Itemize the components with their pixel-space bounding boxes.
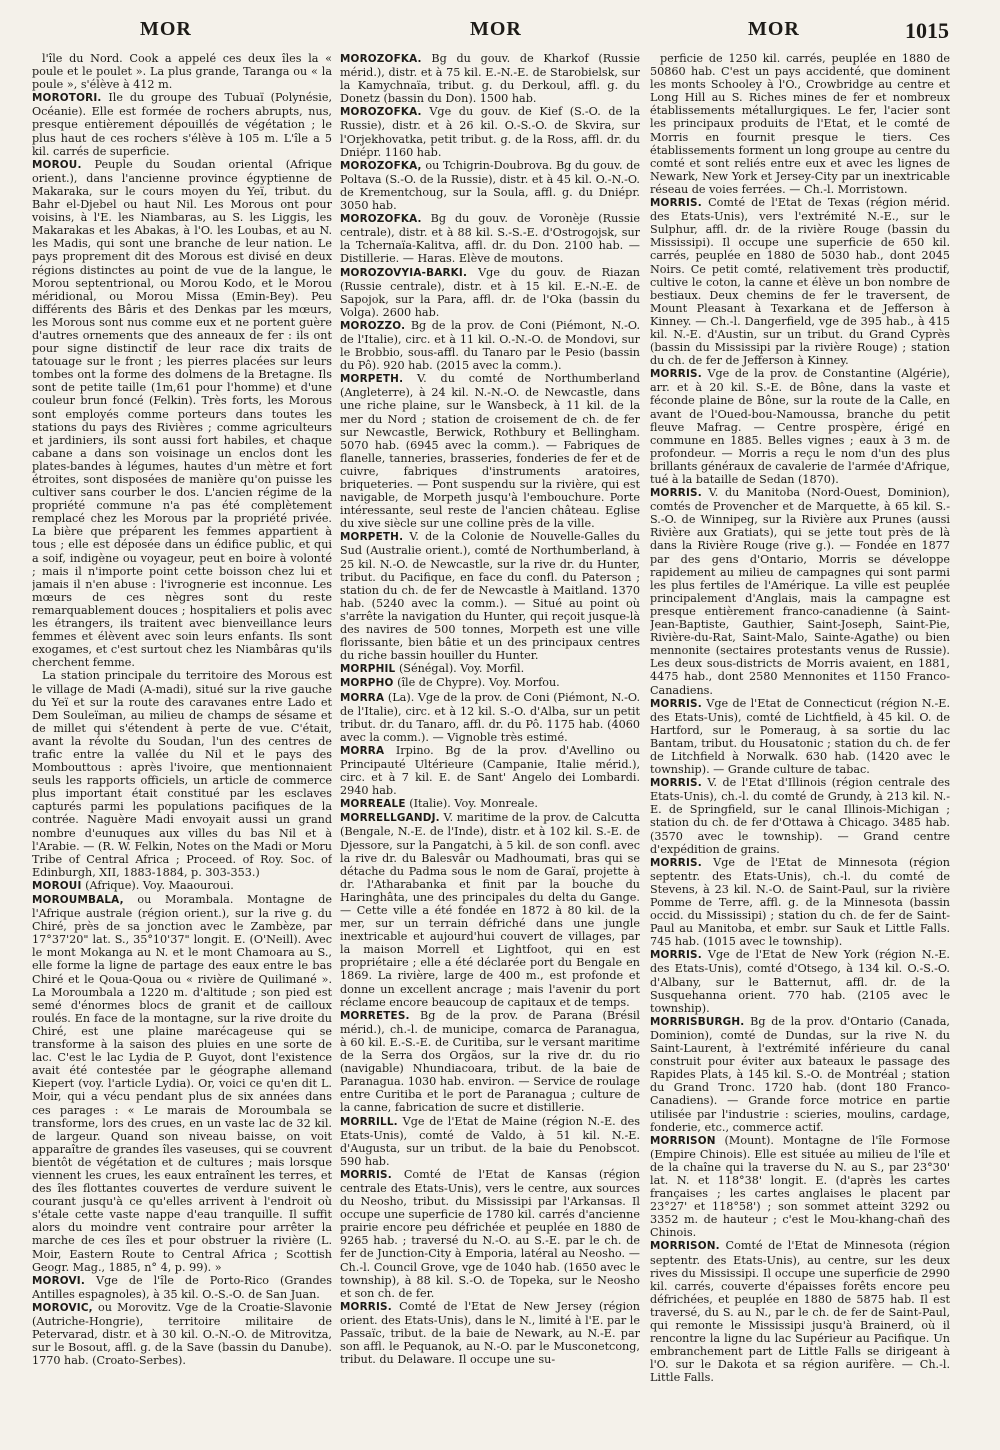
dictionary-entry <box>32 669 332 879</box>
entry-text: Vge de l'Etat de Minnesota (région septentr. des Etats-Unis), ch.-l. du comté de Stevens, à 23 kil. N.-O. de Saint-Paul, sur la rivière Pomme de Terre, affl. g. de la Minnesota (bassin occid. du Mississipi) ; station du ch. de fer de Saint-Paul au Manitoba, et embr. sur Sauk et Little Falls. 745 hab. (1015 avec le township). <box>650 855 950 949</box>
dictionary-entry <box>340 319 640 372</box>
dictionary-entry <box>650 486 950 697</box>
entry-text: Comté de l'Etat de Texas (région mérid. des Etats-Unis), vers l'extrémité N.-E., sur le Sulphur, affl. dr. de la rivière Rouge (bassin du Mississipi). Il occupe une superficie de 650 kil. carrés, peuplée en 1880 de 5030 hab., dont 2045 Noirs. Ce petit comté, relativement très productif, cultive le coton, la canne et élève un bon nombre de bestiaux. Deux chemins de fer le traversent, de Mount Pleasant à Texarkana et de Jefferson à Kinney. — Ch.-l. Dangerfield, vge de 395 hab., à 415 kil. N.-E. d'Austin, sur un tribut. du Grand Cyprès (bassin du Mississipi par la rivière Rouge) ; station du ch. de fer de Jefferson à Kinney. <box>650 196 950 368</box>
entry-text: V. du comté de Northumberland (Angleterre), à 24 kil. N.-N.-O. de Newcastle, dans une riche plaine, sur le Wansbeck, à 11 kil. de la mer du Nord ; station de croisement de ch. de fer sur Newcastle, Berwick, Rothbury et Bellingham. 5070 hab. (6945 avec la comm.). — Fabriques de flanelle, tanneries, brasseries, fonderies de fer et de cuivre, fabriques d'instruments aratoires, briqueteries. — Pont suspendu sur la rivière, qui est navigable, de Morpeth jusqu'à l'embouchure. Porte intéressante, seul reste de l'ancien château. Eglise du xive siècle sur une colline près de la ville. <box>340 372 640 531</box>
column-2 <box>340 52 640 1432</box>
column-3 <box>650 52 950 1432</box>
dictionary-entry <box>340 1300 640 1366</box>
entry-text: (île de Chypre). Voy. Morfou. <box>397 676 560 690</box>
guide-word-center: MOR <box>470 18 522 40</box>
entry-headword: MOROZOFKA, <box>340 159 422 172</box>
entry-headword: MOROZOVYIA-BARKI. <box>340 266 468 279</box>
entry-text: Vge de l'île de Porto-Rico (Grandes Antilles espagnoles), à 35 kil. O.-S.-O. de San Juan. <box>32 1273 332 1301</box>
entry-headword: MORPHIL <box>340 663 396 676</box>
dictionary-entry <box>650 1015 950 1134</box>
dictionary-entry <box>32 52 332 91</box>
entry-headword: MORRISON <box>650 1134 716 1147</box>
entry-text: Vge de l'Etat de Connecticut (région N.-E. des Etats-Unis), comté de Lichtfield, à 45 kil. O. de Hartford, sur le Pomeraug, à sa sortie du lac Bantam, tribut. du Housatonic ; station du ch. de fer de Litchfield à Norwalk. 630 hab. (1420 avec le township). — Grande culture de tabac. <box>650 696 950 777</box>
dictionary-entry <box>340 662 640 676</box>
dictionary-entry <box>650 52 950 196</box>
entry-headword: MOROUMBALA, <box>32 894 124 906</box>
dictionary-entry <box>32 1274 332 1301</box>
dictionary-entry <box>32 91 332 157</box>
dictionary-entry <box>340 1115 640 1168</box>
entry-headword: MORRIS. <box>340 1300 392 1313</box>
guide-word-right: MOR <box>748 18 800 40</box>
entry-headword: MOROU. <box>32 158 82 171</box>
entry-text: V. du Manitoba (Nord-Ouest, Dominion), comtés de Provencher et de Marquette, à 65 kil. S.-S.-O. de Winnipeg, sur la Rivière aux Prunes (aussi Rivière aux Gratiats), qui se jette tout près de là dans la Rivière Rouge (rive g.). — Fondée en 1877 par des gens d'Ontario, Morris se développe rapidement au milieu de campagnes qui sont parmi les plus fertiles de l'Amérique. La ville est peuplée principalement d'Anglais, mais la campagne est presque entièrement franco-canadienne (à Saint-Jean-Baptiste, Gauthier, Saint-Joseph, Saint-Pie, Rivière-du-Rat, Saint-Malo, Sainte-Agathe) ou bien mennonite (sectaires protestants venus de Russie). Les deux sous-districts de Morris avaient, en 1881, 4475 hab., dont 2580 Mennonites et 1150 Franco-Canadiens. <box>650 486 950 697</box>
entry-text: (Italie). Voy. Monreale. <box>409 797 538 811</box>
dictionary-entry <box>650 1239 950 1384</box>
dictionary-entry <box>32 158 332 670</box>
entry-headword: MORRA <box>340 744 385 757</box>
entry-text: ou Morambala. Montagne de l'Afrique australe (région orient.), sur la rive g. du Chiré, près de sa jonction avec le Zambèze, par 17°37'20" lat. S., 35°10'37" longit. E. (O'Neill). Avec le mont Mokanga au N. et le mont Chamoara au S., elle forme la ligne de partage des eaux entre le bas Chiré et le Qoua-Qoua ou « rivière de Quilimané ». La Moroumbala a 1220 m. d'altitude ; son pied est semé d'énormes blocs de granit et de cailloux roulés. En face de la montagne, sur la rive droite du Chiré, est une plaine marécageuse qui se transforme à la saison des pluies en une sorte de lac. C'est le lac Lydia de P. Guyot, dont l'existence avait été contestée par le géographe allemand Kiepert (voy. l'article Lydia). Or, voici ce qu'en dit L. Moir, qui a vécu pendant plus de six années dans ces parages : « Le marais de Moroumbala se transforme, lors des crues, en un vaste lac de 32 kil. de largeur. Quand son niveau baisse, on voit apparaître de grandes îles vaseuses, qui se couvrent bientôt de végétation et de cultures ; mais lorsque viennent les crues, les eaux entraînent les terres, et des îles flottantes couvertes de verdure suivent le courant jusqu'à ce qu'elles arrivent à l'endroit où s'étale cette vaste nappe d'eau tranquille. Il suffit alors du moindre vent contraire pour arrêter la marche de ces îles et pour obstruer la rivière (L. Moir, Eastern Route to Central Africa ; Scottish Geogr. Mag., 1885, n° 4, p. 99). » <box>32 893 332 1274</box>
entry-text: Bg de la prov. de Coni (Piémont, N.-O. de l'Italie), circ. et à 11 kil. O.-N.-O. de Mondovi, sur le Brobbio, sous-affl. du Tanaro par le Pesio (bassin du Pô). 920 hab. (2015 avec la comm.). <box>340 318 640 373</box>
dictionary-entry <box>340 52 640 105</box>
entry-headword: MOROTORI. <box>32 92 102 105</box>
entry-headword: MORRISON. <box>650 1240 720 1253</box>
dictionary-entry <box>340 691 640 744</box>
entry-headword: MOROZZO. <box>340 319 406 332</box>
dictionary-entry <box>650 196 950 367</box>
dictionary-entry <box>32 879 332 893</box>
entry-headword: MORRIS. <box>650 777 702 790</box>
entry-headword: MOROVIC, <box>32 1301 93 1314</box>
entry-headword: MOROZOFKA. <box>340 53 422 65</box>
entry-text: Comté de l'Etat de Kansas (région centrale des Etats-Unis), vers le centre, aux sources du Neosho, tribut. du Mississipi par l'Arkansas. Il occupe une superficie de 1780 kil. carrés d'ancienne prairie encore peu défrichée et peuplée en 1880 de 9265 hab. ; traversé du N.-O. au S.-E. par le ch. de fer de Junction-City à Emporia, latéral au Neosho. — Ch.-l. Council Grove, vge de 1040 hab. (1650 avec le township), à 88 kil. S.-O. de Topeka, sur le Neosho et son ch. de fer. <box>340 1167 640 1300</box>
entry-text: (Afrique). Voy. Maaouroui. <box>85 878 234 892</box>
entry-text: Bg du gouv. de Voronèje (Russie centrale), distr. et à 88 kil. S.-S.-E. d'Ostrogojsk, sur la Tchernaïa-Kalitva, affl. dr. du Don. 2100 hab. — Distillerie. — Haras. Elève de moutons. <box>340 212 640 266</box>
entry-text: Vge du gouv. de Kief (S.-O. de la Russie), distr. et à 26 kil. O.-S.-O. de Skvira, sur l'Orjekhovatka, petit tribut. g. de la Ross, affl. dr. du Dniépr. 1160 hab. <box>340 105 640 159</box>
entry-headword: MORRIS. <box>650 697 702 710</box>
entry-text: perficie de 1250 kil. carrés, peuplée en 1880 de 50860 hab. C'est un pays accidenté, que dominent les monts Schooley à l'O., Crowbridge au centre et Long Hill au S. Riches mines de fer et nombreux établissements métallurgiques. Le fer, l'acier sont les principaux produits de l'Etat, et le comté de Morris en fournit presque le tiers. Ces établissements forment un long groupe au centre du comté et sont reliés entre eux et avec les lignes de Newark, New York et Jersey-City par un inextricable réseau de voies ferrées. — Ch.-l. Morristown. <box>650 52 950 196</box>
entry-text: Bg du gouv. de Kharkof (Russie mérid.), distr. et à 75 kil. E.-N.-E. de Starobielsk, sur la Kamychnaïa, tribut. g. du Derkoul, affl. g. du Donetz (bassin du Don). 1500 hab. <box>340 52 640 106</box>
dictionary-entry <box>32 893 332 1274</box>
entry-headword: MOROZOFKA. <box>340 106 422 119</box>
entry-headword: MORRETES. <box>340 1009 410 1022</box>
entry-headword: MORRIS. <box>650 368 702 381</box>
entry-headword: MORRIS. <box>650 856 702 869</box>
entry-headword: MORRISBURGH. <box>650 1015 745 1028</box>
entry-text: (La). Vge de la prov. de Coni (Piémont, N.-O. de l'Italie), circ. et à 12 kil. S.-O. d'Alba, sur un petit tribut. dr. du Tanaro, affl. dr. du Pô. 1175 hab. (4060 avec la comm.). — Vignoble très estimé. <box>340 690 640 744</box>
entry-text: l'île du Nord. Cook a appelé ces deux îles la « poule et le poulet ». La plus grande, Taranga ou « la poule », s'élève à 412 m. <box>32 52 332 92</box>
dictionary-entry <box>340 212 640 265</box>
entry-headword: MOROUI <box>32 879 82 892</box>
entry-text: Vge de la prov. de Constantine (Algérie), arr. et à 20 kil. S.-E. de Bône, dans la vaste et féconde plaine de Bône, sur la route de la Calle, en avant de l'Oued-bou-Namoussa, branche du petit fleuve Mafrag. — Centre prospère, érigé en commune en 1885. Belles vignes ; eaux à 3 m. de profondeur. — Morris a reçu le nom d'un des plus brillants généraux de cavalerie de l'armée d'Afrique, tué à la bataille de Sedan (1870). <box>650 367 950 486</box>
dictionary-entry <box>650 1134 950 1240</box>
dictionary-entry <box>340 530 640 662</box>
entry-text: Vge de l'Etat de New York (région N.-E. des Etats-Unis), comté d'Otsego, à 134 kil. O.-S.-O. d'Albany, sur le Batternut, affl. dr. de la Susquehanna orient. 770 hab. (2105 avec le township). <box>650 948 950 1015</box>
entry-text: Bg de la prov. de Parana (Brésil mérid.), ch.-l. de municipe, comarca de Paranagua, à 60 kil. E.-S.-E. de Curitiba, sur le versant maritime de la Serra dos Orgãos, sur la rive dr. du rio (navigable) Nhundiacoara, tribut. de la baie de Paranagua. 1030 hab. environ. — Service de roulage entre Curitiba et le port de Paranagua ; culture de la canne, fabrication de sucre et distillerie. <box>340 1008 640 1115</box>
dictionary-entry <box>340 1009 640 1115</box>
entry-headword: MORRILL. <box>340 1115 398 1128</box>
dictionary-entry <box>340 372 640 530</box>
entry-text: Vge du gouv. de Riazan (Russie centrale), distr. et à 15 kil. E.-N.-E. de Sapojok, sur la Para, affl. dr. de l'Oka (bassin du Volga). 2600 hab. <box>340 265 640 319</box>
entry-text: V. maritime de la prov. de Calcutta (Bengale, N.-E. de l'Inde), distr. et à 102 kil. S.-E. de Djessore, sur la Pangatchi, à 5 kil. de son confl. avec la rive dr. du Balesvâr ou Madhoumati, bras qui se détache du Padma sous le nom de Garaï, projette à dr. l'Atharabanka et finit par la bouche du Haringhâta, une des principales du delta du Gange. — Cette ville a été fondée en 1872 à 80 kil. de la mer, sur un terrain défriché dans une jungle inextricable et aujourd'hui couvert de villages, par la maison Morrell et Lightfoot, qui en est propriétaire ; elle a été déclarée port du Bengale en 1869. La rivière, large de 400 m., est profonde et donne un excellent ancrage ; mais l'avenir du port réclame encore beaucoup de capitaux et de temps. <box>340 811 640 1009</box>
entry-headword: MORRIS. <box>650 487 702 500</box>
entry-text: Bg de la prov. d'Ontario (Canada, Dominion), comté de Dundas, sur la rive N. du Saint-Laurent, à l'extrémité inférieure du canal construit pour éviter aux bateaux le passage des Rapides Plats, à 145 kil. S.-O. de Montréal ; station du Grand Tronc. 1720 hab. (dont 180 Franco-Canadiens). — Grande force motrice en partie utilisée par l'industrie : scieries, moulins, cardage, fonderie, etc., commerce actif. <box>650 1014 950 1134</box>
column-1 <box>32 52 332 1432</box>
dictionary-entry <box>650 856 950 949</box>
dictionary-entry <box>650 776 950 856</box>
running-head <box>0 18 1000 48</box>
entry-text: Peuple du Soudan oriental (Afrique orient.), dans l'ancienne province égyptienne de Makaraka, sur le cours moyen du Yeï, tribut. du Bahr el-Djebel ou haut Nil. Les Morous ont pour voisins, à l'E. les Niambaras, au S. les Liggis, les Makarakas et les Abakas, à l'O. les Loubas, et au N. les Madis, qui sont une branche de leur nation. Le pays proprement dit des Morous est divisé en deux régions distinctes au point de vue de la langue, le Morou septentrional, ou Morou Kodo, et le Morou méridional, ou Morou Missa (Emin-Bey). Peu différents des Bâris et des Denkas par les mœurs, les Morous sont nus comme eux et ne portent guère d'autres ornements que des anneaux de fer : ils ont pour signe distinctif de leur race dix traits de tatouage sur le front ; les pierres placées sur leurs tombes ont la forme des dolmens de la Bretagne. Ils sont de petite taille (1m,61 pour l'homme) et d'une couleur brun foncé (Felkin). Très forts, les Morous sont employés comme porteurs dans toutes les stations du pays des Rivières ; comme agriculteurs et jardiniers, ils sont aussi fort habiles, et chaque cabane a dans son voisinage un enclos dont les plates-bandes à légumes, hautes d'un mètre et fort étroites, sont disposées de manière qu'on puisse les cultiver sans courber le dos. L'ancien régime de la propriété commune n'a pas été complètement remplacé chez les Morous par la propriété privée. La bière que préparent les femmes appartient à tous ; elle est déposée dans un édifice public, et qui a soif, indigène ou voyageur, peut en boire à volonté ; mais il n'importe point cette boisson chez lui et jamais il n'en abuse : l'ivrognerie est inconnue. Les mœurs de ces nègres sont du reste remarquablement douces ; hospitaliers et polis avec les étrangers, ils traitent avec bienveillance leurs femmes et élèvent avec soin leurs enfants. Ils sont exogames, et c'est surtout chez les Niambâras qu'ils cherchent femme. <box>32 157 332 670</box>
entry-headword: MORPHO <box>340 677 394 690</box>
entry-text: Vge de l'Etat de Maine (région N.-E. des Etats-Unis), comté de Valdo, à 51 kil. N.-E. d'Augusta, sur un tribut. de la baie du Penobscot. 590 hab. <box>340 1114 640 1168</box>
page-number: 1015 <box>905 18 949 43</box>
dictionary-entry <box>340 744 640 797</box>
entry-headword: MORRIS. <box>650 197 702 210</box>
entry-headword: MOROVI. <box>32 1274 85 1287</box>
guide-word-left: MOR <box>140 18 192 40</box>
entry-headword: MORPETH. <box>340 531 404 544</box>
dictionary-entry <box>650 697 950 777</box>
entry-headword: MOROZOFKA. <box>340 213 422 226</box>
dictionary-entry <box>650 948 950 1014</box>
dictionary-entry <box>340 676 640 690</box>
entry-text: Comté de l'Etat de Minnesota (région septentr. des Etats-Unis), au centre, sur les deux rives du Mississipi. Il occupe une superficie de 2990 kil. carrés, couverte d'épaisses forêts encore peu défrichées, et peuplée en 1880 de 5875 hab. Il est traversé, du S. au N., par le ch. de fer de Saint-Paul, qui remonte le Mississipi jusqu'à Brainerd, où il rencontre la ligne du lac Supérieur au Pacifique. Un embranchement part de Little Falls se dirigeant à l'O. sur le Dakota et sa région aurifère. — Ch.-l. Little Falls. <box>650 1239 950 1385</box>
text-columns <box>32 52 978 1432</box>
entry-text: ou Morovitz. Vge de la Croatie-Slavonie (Autriche-Hongrie), territoire militaire de Petervarad, distr. et à 30 kil. O.-N.-O. de Mitrovitza, sur le Bosout, affl. g. de la Save (bassin du Danube). 1770 hab. (Croato-Serbes). <box>32 1300 332 1368</box>
entry-headword: MORRELLGANDJ. <box>340 812 440 825</box>
dictionary-entry <box>340 811 640 1008</box>
dictionary-entry <box>340 159 640 212</box>
entry-text: V. de l'Etat d'Illinois (région centrale des Etats-Unis), ch.-l. du comté de Grundy, à 213 kil. N.-E. de Springfield, sur le canal Illinois-Michigan ; station du ch. de fer d'Ottawa à Chicago. 3485 hab. (3570 avec le township). — Grand centre d'expédition de grains. <box>650 776 950 856</box>
entry-headword: MORPETH. <box>340 373 404 386</box>
entry-headword: MORRA <box>340 691 385 704</box>
entry-text: Irpino. Bg de la prov. d'Avellino ou Principauté Ultérieure (Campanie, Italie mérid.), circ. et à 7 kil. E. de Sant' Angelo dei Lombardi. 2940 hab. <box>340 743 640 798</box>
entry-text: (Sénégal). Voy. Morfil. <box>398 662 525 676</box>
dictionary-entry <box>340 1168 640 1300</box>
entry-headword: MORRIS. <box>340 1168 392 1181</box>
entry-headword: MORREALE <box>340 798 406 811</box>
dictionary-entry <box>340 105 640 158</box>
dictionary-entry <box>650 367 950 486</box>
entry-text: Comté de l'Etat de New Jersey (région orient. des Etats-Unis), dans le N., limité à l'E. par le Passaïc, tribut. de la baie de Newark, au N.-E. par son affl. le Pequanok, au N.-O. par le Musconetcong, tribut. du Delaware. Il occupe une su- <box>340 1299 640 1367</box>
entry-text: Ile du groupe des Tubuaï (Polynésie, Océanie). Elle est formée de rochers abrupts, nus, presque entièrement dépouillés de végétation ; le plus haut de ces rochers s'élève à 105 m. L'île a 5 kil. carrés de superficie. <box>32 91 332 158</box>
entry-text: La station principale du territoire des Morous est le village de Madi (A-madi), situé sur la rive gauche du Yeï et sur la route des caravanes entre Lado et Dem Souleïman, au milieu de champs de sésame et de millet qui s'étendent à perte de vue. C'était, avant la révolte du Soudan, l'un des centres de trafic entre la vallée du Nil et le pays des Mombouttous : après l'ivoire, que mentionnaient seuls les rapports officiels, un article de commerce plus important était constitué par les esclaves capturés parmi les populations pacifiques de la contrée. Naguère Madi envoyait aussi un grand nombre d'eunuques aux villes du bas Nil et à l'Arabie. — (R. W. Felkin, Notes on the Madi or Moru Tribe of Central Africa ; Proceed. of Roy. Soc. of Edinburgh, XII, 1883-1884, p. 303-353.) <box>32 669 332 879</box>
dictionary-entry <box>32 1301 332 1367</box>
entry-text: ou Tchigrin-Doubrova. Bg du gouv. de Poltava (S.-O. de la Russie), distr. et à 45 kil. O.-N.-O. de Krementchoug, sur la Soula, affl. g. du Dniépr. 3050 hab. <box>340 158 640 213</box>
entry-text: (Mount). Montagne de l'île Formose (Empire Chinois). Elle est située au milieu de l'île et de la chaîne qui la traverse du N. au S., par 23°30' lat. N. et 118°38' longit. E. (d'après les cartes françaises ; les cartes anglaises le placent par 23°27' et 118°58') ; son sommet atteint 3292 ou 3352 m. de hauteur ; c'est le Mou-khang-chañ des Chinois. <box>650 1133 950 1240</box>
dictionary-entry <box>340 797 640 811</box>
entry-headword: MORRIS. <box>650 949 702 962</box>
entry-text: V. de la Colonie de Nouvelle-Galles du Sud (Australie orient.), comté de Northumberland, à 25 kil. N.-O. de Newcastle, sur la rive dr. du Hunter, tribut. du Pacifique, en face du confl. du Paterson ; station du ch. de fer de Newcastle à Maitland. 1370 hab. (5240 avec la comm.). — Situé au point où s'arrête la navigation du Hunter, qui reçoit jusque-là des navires de 500 tonnes, Morpeth est une ville florissante, bien bâtie et un des principaux centres du riche bassin houiller du Hunter. <box>340 530 640 663</box>
dictionary-entry <box>340 266 640 319</box>
